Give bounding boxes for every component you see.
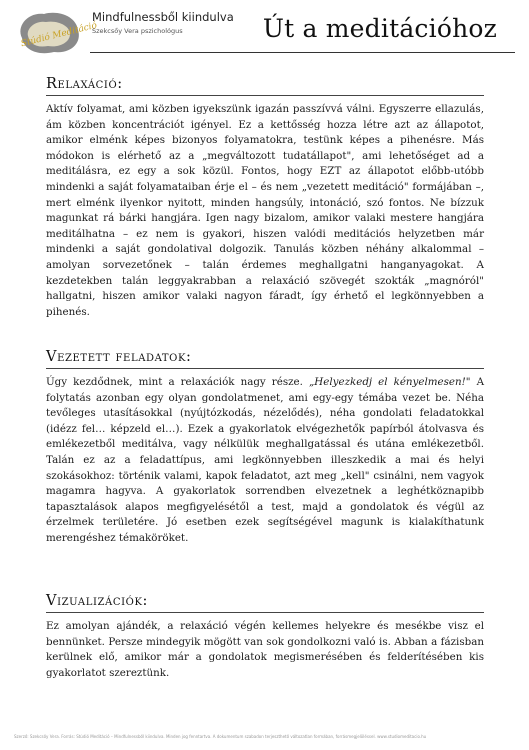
- brand-subtitle: Szekcsőy Vera pszichológus: [92, 27, 183, 35]
- body-text-rest: A folytatás azonban egy olyan gondolatmenet, ami egy-egy témába vezet be. Néha tevőleges utasításokkal (nyújtózkodás, nézelődés), néha gondolati feladatokkal (idézz fel… képzeld el…). Ezek a gyakorlatok elvégezhetők papírból átolvasva és emlékezetből meditálva, vagy nélkülük meghallgatással és utána emlékezetből. Talán ez az a feladattípus, ami legkönnyebben illeszkedik a mai és helyi szokásokhoz: történik valami, kapok feladatot, azt meg „kell" csinálni, nem vagyok magamra hagyva. A gyakorlatok sorrendben elvezetnek a leghétköznapibb tapasztalások alapos megfigyelésétől a test, majd a gondolatok és végül az érzelmek területére. Jó esetben ezek segítségével magunk is kialakíthatunk merengéshez témaköröket.: [46, 376, 485, 544]
- page-footer: Szerző: Szekcsőy Vera. Forrás: Stúdió Meditáció – Mindfulnessből kiindulva. Minden jog fenntartva. A dokumentum szabadon terjeszthető változatlan formában, forrásmegjelöléssel. www.studiomeditacio.hu: [14, 734, 427, 739]
- section-guided-tasks: [46, 349, 484, 547]
- section-heading: Vezetett feladatok:: [46, 349, 192, 365]
- header-divider: [90, 52, 515, 53]
- section-divider: [46, 95, 484, 96]
- logo-text: Stúdió Meditáció: [19, 20, 99, 50]
- section-relaxation: [46, 76, 484, 320]
- body-emphasis: „Helyezkedj el kényelmesen!": [308, 376, 471, 388]
- section-visualizations: [46, 593, 484, 681]
- section-body: [46, 375, 484, 547]
- section-body: Aktív folyamat, ami közben igyekszünk igazán passzívvá válni. Egyszerre ellazulás, ám közben koncentrációt igényel. Ez a kettősség hozza létre azt az állapotot, amikor elménk képes bizonyos folyamatokra, testünk képes a pihenésre. Más módokon is elérhető az a „megváltozott tudatállapot", ami lehetőséget ad a meditálásra, ez egy a sok közül. Fontos, hogy EZT az állapotot előbb-utóbb mindenki a saját folyamataiban érje el – és nem „vezetett meditáció" formájában –, mert elménk ilyenkor nyitott, minden hangsúly, intonáció, szó fontos. Ne bízzuk magunkat rá bárki hangjára. Igen nagy bizalom, amikor valaki mestere hangjára meditálhatna – ez nem is gyakori, hiszen valódi meditációs helyzetben már mindenki a saját gondolatival dolgozik. Tanulás közben néhány alkalommal – amolyan sorvezetőnek – talán érdemes meghallgatni hanganyagokat. A kezdetekben talán leggyakrabban a relaxáció szövegét szokták „magnóról" hallgatni, hiszen amikor valaki nagyon fáradt, így érhető el legkönnyebben a pihenés.: [46, 103, 484, 318]
- section-divider: [46, 368, 484, 369]
- page-header: [0, 0, 529, 62]
- section-divider: [46, 612, 484, 613]
- brand-title: Mindfulnessből kiindulva: [92, 10, 234, 24]
- section-heading: Vizualizációk:: [46, 593, 149, 609]
- body-text-start: Úgy kezdődnek, mint a relaxációk nagy része.: [46, 376, 309, 388]
- page-title: Út a meditációhoz: [262, 14, 497, 43]
- section-heading: Relaxáció:: [46, 76, 123, 92]
- section-body: Ez amolyan ajándék, a relaxáció végén kellemes helyekre és mesékbe visz el bennünket. Persze mindegyik mögött van sok gondolkozni való is. Abban a fázisban kerülnek elő, amikor már a gondolatok megismerésében és felderítésében kis gyakorlatot szereztünk.: [46, 620, 484, 679]
